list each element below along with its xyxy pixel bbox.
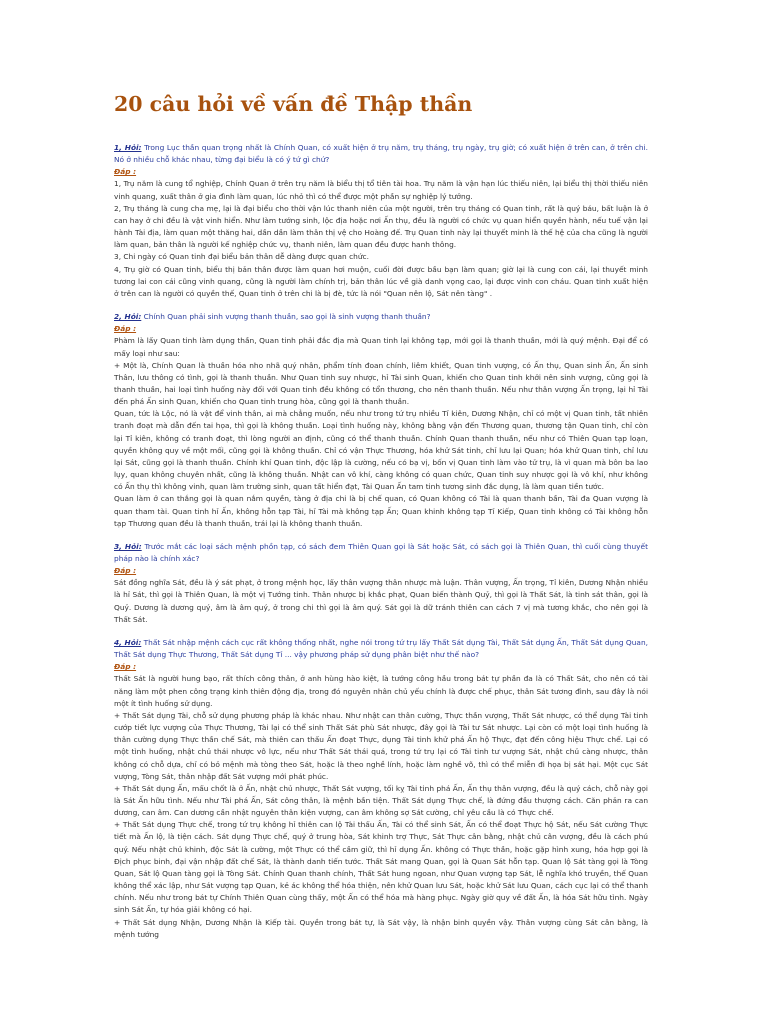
answer-paragraph: 2, Trụ tháng là cung cha mẹ, lại là đại biểu cho thời vận lúc thanh niên của một người, trên trụ tháng có Quan tinh, rất là quý báu, bất luận là ở can hay ở chi đều là vật vinh hiển. Như làm tướng sinh, lộc địa hoặc nơi Ấn thụ, đều là người có chức vụ quan hiển quyền hành, nếu tuế vận lại hành Tài địa, làm quan một thăng hai, dần dần làm thân thị vệ cho Hoàng đế. Trụ Quan tinh này lại thuyết minh là thế hệ của cha cũng là người làm quan, bản thân là người kế nghiệp chức vụ, thanh niên, làm quan đều được hanh thông. xyxy=(114,203,648,250)
answer-paragraph: + Thất Sát dụng Tài, chỗ sử dụng phương pháp là khác nhau. Như nhật can thân cường, Thực thần vượng, Thất Sát nhược, có thể dụng Tài tinh cướp tiết lực vượng của Thực Thương, Tài lại có thể sinh Thất Sát phù Sát nhược, đây gọi là Tài tư Sát nhược. Lại còn có một loại tình huống là thân cường dụng Thực thần chế Sát, mà thiên can thấu Ấn đoạt Thực, dụng Tài tinh khử phá Ấn hộ Thực, đạt đến công hiệu Thực chế. Lại có một tình huống, nhật chủ thái nhược vô lực, nếu như Thất Sát thái quá, trong tứ trụ lại có Tài tinh tư vượng Sát, nhật chủ càng nhược, thân không có chỗ dựa, chỉ có bỏ mệnh mà tòng theo Sát, hoặc là theo nghề lính, hoặc làm nghề võ, thì có thể miễn đi họa bị sát hại. Một cục Sát vượng, Tòng Sát, thân nhập đất Sát vượng mới phát phúc. xyxy=(114,710,648,781)
question-label[interactable]: 3, Hỏi: xyxy=(114,541,142,551)
answer-label-line xyxy=(114,166,648,178)
answer-label[interactable]: Đáp : xyxy=(114,662,137,672)
answer-label-line xyxy=(114,661,648,673)
document-title: 20 câu hỏi về vấn đề Thập thần xyxy=(114,92,473,116)
answer-paragraph: + Thất Sát dụng Ấn, mấu chốt là ở Ấn, nhật chủ nhược, Thất Sát vượng, tối kỵ Tài tinh phá Ấn, Ấn thụ thân vượng, đều là quý cách, chỗ này gọi là Sát Ấn hữu tình. Nếu như Tài phá Ấn, Sát công thân, là mệnh bần tiện. Thất Sát dụng Thực chế, là đứng đầu thượng cách. Căn phản ra can dương, can âm. Can dương cần nhật nguyên thân kiện vượng, can âm không sợ Sát cường, chỉ yêu cầu là có Thực chế. xyxy=(114,783,648,818)
question xyxy=(114,541,648,565)
answer-paragraph: + Thất Sát dụng Nhận, Dương Nhận là Kiếp tài. Quyền trong bát tự, là Sát vậy, là nhận binh quyền vậy. Thân vượng cùng Sát cân bằng, là mệnh tướng xyxy=(114,917,648,939)
qa-section-3 xyxy=(114,541,648,626)
answer-paragraph: 3, Chi ngày có Quan tinh đại biểu bản thân dễ dàng được quan chức. xyxy=(114,252,369,262)
answer-paragraph: Quan, tức là Lộc, nó là vật để vinh thân, ai mà chẳng muốn, nếu như trong tứ trụ nhiều Tỉ kiên, Dương Nhận, chỉ có một vị Quan tinh, tất nhiên tranh đoạt mà dẫn đến tai họa, thì gọi là không thuần. Loại tình huống này, không bằng vận đến Thương quan, thương tận Quan tinh, chỉ còn lại Tỉ kiên, không có tranh đoạt, thì lòng người an định, cũng có thể thanh thuần. Chính Quan thanh thuần, nếu như có Thiên Quan tạp loạn, quyền không quy về một mối, cũng gọi là không thuần. Chỉ có vận Thực Thương, hóa khử Sát tinh, chỉ lưu lại Quan; hóa khử Quan tinh, chỉ lưu lại Sát, cũng gọi là thanh thuần. Chính khí Quan tinh, độc lập là cường, nếu có bạ vị, bốn vị Quan tinh làm vào tử trụ, là vì quan mà bôn ba lao lụy, quan không chuyên nhất, cũng là không thuần. Nhật can vô khí, càng không có quan chức, Quan tinh suy nhược gọi là vô khí, như không có Ấn thụ thì không vinh, quan làm trường sinh, quan tất hiển đạt, Tài Quan Ấn tam tinh tương sinh đắc dụng, là làm quan tiền tước. xyxy=(114,409,648,492)
question-text: Chính Quan phải sinh vượng thanh thuần, sao gọi là sinh vượng thanh thuần? xyxy=(143,312,431,322)
answer-label[interactable]: Đáp : xyxy=(114,324,137,334)
answer-paragraph: Phàm là lấy Quan tinh làm dụng thần, Quan tinh phải đắc địa mà Quan tinh lại không tạp, mới gọi là thanh thuần, mới là quý mệnh. Đại để có mấy loại như sau: xyxy=(114,336,648,358)
answer-label[interactable]: Đáp : xyxy=(114,566,137,576)
answer-paragraph: + Thất Sát dụng Thực chế, trong tứ trụ không hỉ thiên can lộ Tài thấu Ấn, Tài có thể sinh Sát, Ấn có thể đoạt Thực hộ Sát, nếu Sát cường Thực tiết mà Ấn lộ, là tiện cách. Sát dụng Thực chế, quý ở trung hòa, Sát khinh trợ Thực, Sát Thực cân bằng, nhật chủ cân vượng, đều là cách phú quý. Nếu nhật chủ khinh, độc Sát là cường, một Thực có thể cầm giữ, thì hỉ dụng Ấn. không có Thực thần, hoặc gặp hình xung, hóa hợp gọi là Địch phục binh, đại vận nhập đất chế Sát, là thành danh tiến tước. Thất Sát mang Quan, gọi là Quan Sát hỗn tạp. Quan lộ Sát tàng gọi là Tòng Quan, Sát lộ Quan tàng gọi là Tòng Sát. Chính Quan thanh chính, Thất Sát hung ngoan, như Quan vượng tạp Sát, lễ nghĩa khó truyền, thế Quan không thể xác lập, như Sát vượng tạp Quan, kẻ ác không thể hóa thiện, nên khử Quan lưu Sát, hoặc khử Sát lưu Quan, cách cục lại có thể thanh chính. Nếu như trong bát tự Chính Thiên Quan cùng thấy, một Ấn có thể hóa mà hàng phục. Ngày giờ quy về đất Ấn, là hóa Sát hữu tình. Ngày sinh Sát Ấn, tự hóa giải không có hại. xyxy=(114,820,648,915)
question-text: Trước mắt các loại sách mệnh phồn tạp, có sách đem Thiên Quan gọi là Sát hoặc Sát, có sách gọi là Thiên Quan, thì cuối cùng thuyết pháp nào là chính xác? xyxy=(114,541,648,563)
question-text: Thất Sát nhập mệnh cách cục rất không thống nhất, nghe nói trong tứ trụ lấy Thất Sát dụng Tài, Thất Sát dụng Ấn, Thất Sát dụng Quan, Thất Sát dụng Thực Thương, Thất Sát dụng Tỉ ... vậy phương pháp sử dụng phân biệt như thế nào? xyxy=(114,637,648,660)
question xyxy=(114,311,648,323)
answer-paragraph: Thất Sát là người hung bạo, rất thích công thân, ở anh hùng hào kiệt, là tướng công hầu trong bát tự phần đa là có Thất Sát, cho nên có tài năng làm một phen công trạng kinh thiên động địa, trong đó nguyên nhân chủ yếu chính là được chế phục, thân Sát tương đình, sau đây là nói một ít tình huống sử dụng. xyxy=(114,674,648,708)
answer-paragraph: + Một là, Chính Quan là thuần hóa nho nhã quý nhân, phẩm tính đoan chính, liêm khiết, Quan tinh vượng, có Ấn thụ, Quan sinh Ấn, Ấn sinh Thân, lưu thông có tình, gọi là thanh thuần. Như Quan tinh suy nhược, hỉ Tài sinh Quan, khiến cho Quan tinh khởi nên sinh vượng, cũng gọi là thanh thuần, hai loại tình huống này đối với Quan tinh đều không có tổn thương, cho nên thanh thuần. Nếu như thân vượng Ấn trọng, lại hỉ Tài đến phá Ấn sinh Quan, khiến cho Quan tinh trung hòa, cũng gọi là thanh thuần. xyxy=(114,360,648,407)
answer-label-line xyxy=(114,565,648,577)
answer-paragraph: 4, Trụ giờ có Quan tinh, biểu thị bản thân được làm quan hơi muộn, cuối đời được bầu bạn làm quan; giờ lại là cung con cái, lại thuyết minh tương lai con cái cũng vinh quang, cũng là người làm chính trị, bản thân lúc về già danh vọng cao, lại được vinh con cháu. Quan tinh xuất hiện ở trên can là người có quyền thế, Quan tinh ở trên chi là bị đè, tức là nói "Quan nên lộ, Sát nên tàng" . xyxy=(114,264,648,298)
question-text: Trong Lục thần quan trọng nhất là Chính Quan, có xuất hiện ở trụ năm, trụ tháng, trụ ngày, trụ giờ; có xuất hiện ở trên can, ở trên chi. Nó ở nhiều chỗ khác nhau, từng đại biểu là có ý tứ gì chứ? xyxy=(114,143,648,165)
question-label[interactable]: 4, Hỏi: xyxy=(114,637,142,647)
question xyxy=(114,142,648,166)
qa-section-2 xyxy=(114,311,648,530)
answer-label[interactable]: Đáp : xyxy=(114,167,137,177)
qa-section-1 xyxy=(114,142,648,300)
answer-paragraph: Sát đồng nghĩa Sát, đều là ý sát phạt, ở trong mệnh học, lấy thân vượng thân nhược mà luận. Thân vượng, Ấn trọng, Tỉ kiên, Dương Nhận nhiều là hỉ Sát, thì gọi là Thiên Quan, là một vị Tướng tinh. Thân nhược bị khắc phạt, Quan biến thành Quỷ, thì gọi là Thất Sát, là tinh sát thân, gọi là Quỷ. Dương là dương quý, âm là âm quý, ở trong chi thì gọi là âm quý. Sát gọi là dữ tránh thiên can cách 7 vị mà tương khắc, cho nên gọi là Thất Sát. xyxy=(114,578,648,624)
answer-label-line xyxy=(114,323,648,335)
question xyxy=(114,637,648,661)
question-label[interactable]: 2, Hỏi: xyxy=(114,312,142,322)
question-label[interactable]: 1, Hỏi: xyxy=(114,143,142,152)
answer-paragraph: Quan làm ở can thắng gọi là quan nắm quyền, tàng ở địa chi là bị chế quan, có Quan không có Tài là quan thanh bần, Tài đa Quan vượng là quan tham tài. Quan tinh hỉ Ấn, không hỗn tạp Tài, hỉ Tài mà không tạp Ấn; Quan khinh không tạp Tỉ Kiếp, Quan tinh không có Tài không hỗn tạp Thương quan đều là thanh thuần, trái lại là không thanh thuần. xyxy=(114,494,648,528)
answer-paragraph: 1, Trụ năm là cung tổ nghiệp, Chính Quan ở trên trụ năm là biểu thị tổ tiên tài hoa. Trụ năm là vận hạn lúc thiếu niên, lại biểu thị thời thiếu niên vinh quang, xuất thân ở gia đình làm quan, lúc nhỏ thì có thể được một phần sự nghiệp lý tưởng. xyxy=(114,179,648,201)
qa-section-4 xyxy=(114,637,648,941)
